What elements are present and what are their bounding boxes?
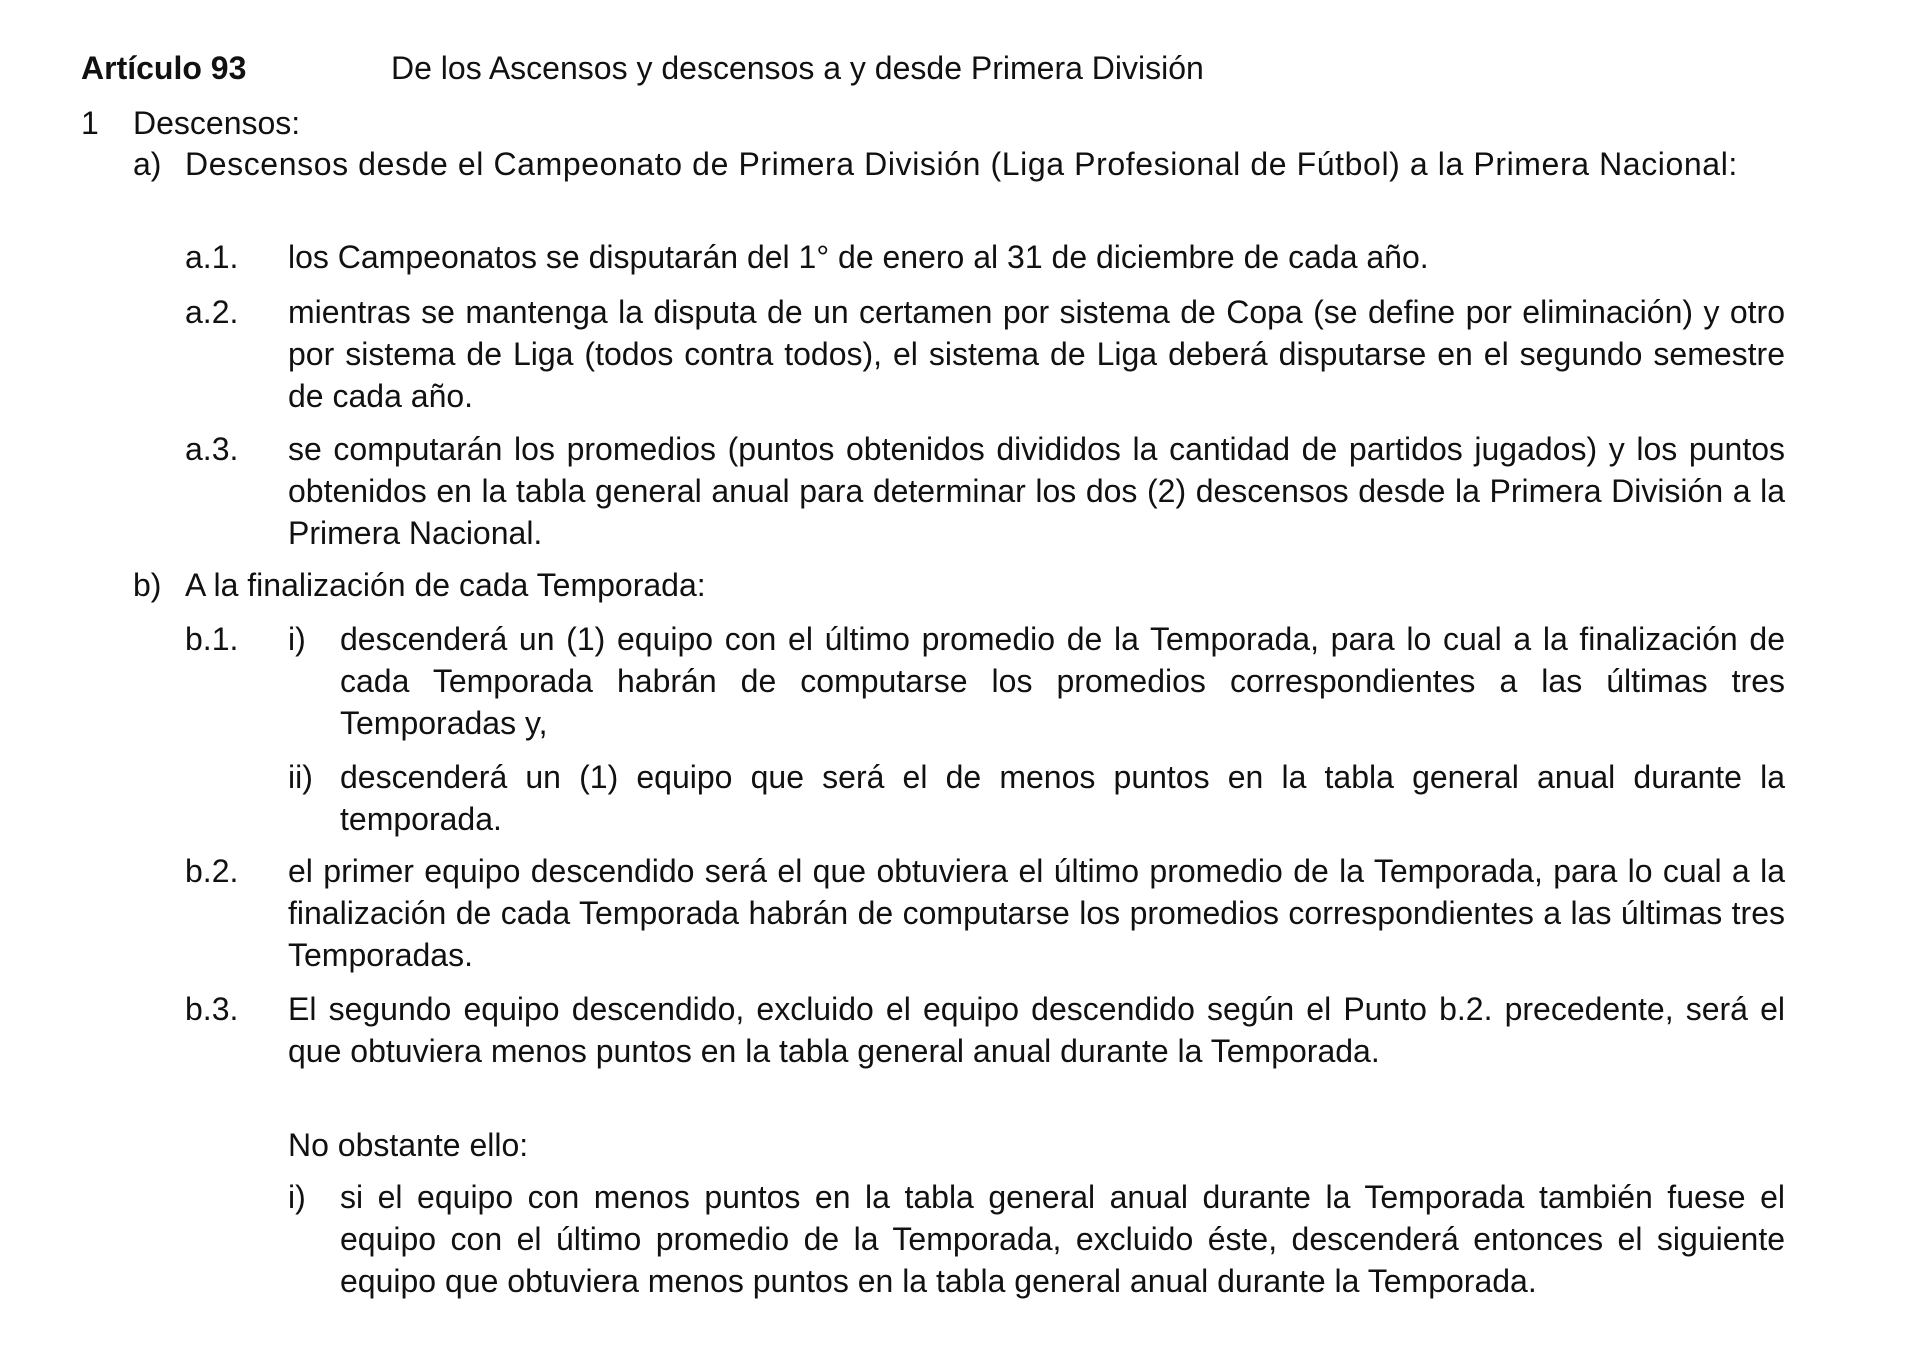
item-a2-text: mientras se mantenga la disputa de un certamen por sistema de Copa (se define por eliminación) y otro por sistema de Liga (todos contra todos), el sistema de Liga deberá disputarse en el segundo semestre de cada año. xyxy=(288,294,1785,414)
item-a-label: a) xyxy=(133,146,162,182)
item-b3-note: No obstante ello: xyxy=(288,1127,529,1163)
item-a2-label: a.2. xyxy=(185,294,239,330)
item-b3-text: El segundo equipo descendido, excluido el equipo descendido según el Punto b.2. precedente, será el que obtuviera menos puntos en la tabla general anual durante la Temporada. xyxy=(288,991,1785,1069)
item-a3-label: a.3. xyxy=(185,431,239,467)
item-b1-i-label: i) xyxy=(288,621,306,657)
article-heading xyxy=(81,46,1204,90)
item-b2-label: b.2. xyxy=(185,853,239,889)
item-a1-label: a.1. xyxy=(185,239,239,275)
item-b-text: A la finalización de cada Temporada: xyxy=(185,567,706,603)
item-a-text: Descensos desde el Campeonato de Primera División (Liga Profesional de Fútbol) a la Primera Nacional: xyxy=(185,146,1738,182)
item-b3-i-label: i) xyxy=(288,1179,306,1215)
item-b3-i-text: si el equipo con menos puntos en la tabla general anual durante la Temporada también fuese el equipo con el último promedio de la Temporada, excluido éste, descenderá entonces el siguiente equipo que obtuviera menos puntos en la tabla general anual durante la Temporada. xyxy=(340,1179,1785,1299)
item-b-label: b) xyxy=(133,567,162,603)
item-b3-label: b.3. xyxy=(185,991,239,1027)
section-title: Descensos: xyxy=(133,105,301,141)
item-a1-text: los Campeonatos se disputarán del 1° de enero al 31 de diciembre de cada año. xyxy=(288,239,1429,275)
item-b2-text: el primer equipo descendido será el que obtuviera el último promedio de la Temporada, para lo cual a la finalización de cada Temporada habrán de computarse los promedios correspondientes a las últimas tres Temporadas. xyxy=(288,853,1785,973)
article-title: De los Ascensos y descensos a y desde Primera División xyxy=(391,50,1204,86)
item-b1-ii-text: descenderá un (1) equipo que será el de menos puntos en la tabla general anual durante la temporada. xyxy=(340,759,1785,837)
article-number: Artículo 93 xyxy=(81,50,247,86)
section-number: 1 xyxy=(81,105,99,141)
item-b1-label: b.1. xyxy=(185,621,239,657)
item-b1-ii-label: ii) xyxy=(288,759,313,795)
item-b1-i-text: descenderá un (1) equipo con el último promedio de la Temporada, para lo cual a la finalización de cada Temporada habrán de computarse los promedios correspondientes a las últimas tres Temporadas y, xyxy=(340,621,1785,741)
item-a3-text: se computarán los promedios (puntos obtenidos divididos la cantidad de partidos jugados) y los puntos obtenidos en la tabla general anual para determinar los dos (2) descensos desde la Primera División a la Primera Nacional. xyxy=(288,431,1785,551)
